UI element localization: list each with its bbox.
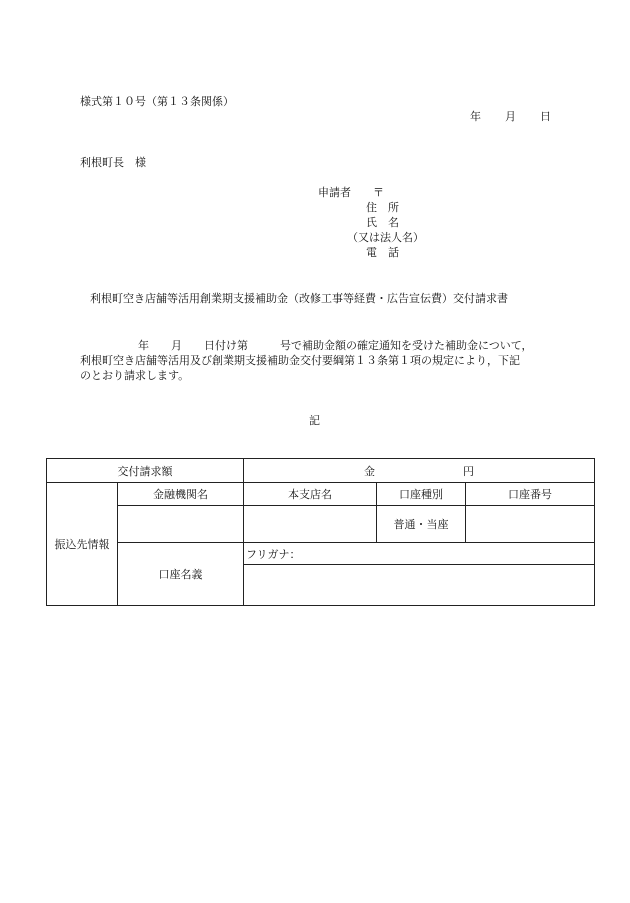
applicant-address-label: 住 所	[366, 201, 399, 214]
document-title: 利根町空き店舗等活用創業期支援補助金（改修工事等経費・広告宣伝費）交付請求書	[90, 292, 508, 305]
applicant-corp-label: （又は法人名）	[347, 231, 424, 244]
body-year: 年	[138, 339, 149, 352]
bank-name-field[interactable]	[118, 506, 244, 543]
date-day: 日	[540, 110, 551, 123]
amount-label: 交付請求額	[47, 459, 244, 483]
bank-name-header: 金融機関名	[118, 483, 244, 506]
applicant-name-label: 氏 名	[366, 216, 399, 229]
ki-heading: 記	[309, 414, 320, 427]
applicant-label	[318, 186, 384, 200]
addressee: 利根町長 様	[80, 156, 146, 169]
applicant-phone-label: 電 話	[366, 246, 399, 259]
branch-name-header: 本支店名	[244, 483, 377, 506]
transfer-info-label: 振込先情報	[47, 483, 118, 606]
account-holder-field[interactable]	[244, 565, 595, 606]
amount-row	[47, 459, 595, 483]
furigana-row	[47, 543, 595, 565]
body-line-1-rest: 号で補助金額の確定通知を受けた補助金について，	[280, 339, 533, 352]
body-line-1	[80, 338, 533, 353]
request-table	[46, 458, 595, 606]
amount-unit: 円	[463, 464, 474, 478]
account-number-field[interactable]	[466, 506, 595, 543]
body-date-suffix: 日付け第	[204, 339, 248, 352]
body-paragraph	[80, 338, 533, 383]
account-holder-label: 口座名義	[118, 543, 244, 606]
bank-value-row	[47, 506, 595, 543]
form-number: 様式第１０号（第１３条関係）	[80, 95, 234, 108]
body-line-2: 利根町空き店舗等活用及び創業期支援補助金交付要綱第１３条第１項の規定により，下記	[80, 354, 520, 367]
applicant-label-text: 申請者	[318, 186, 351, 199]
body-line-3: のとおり請求します。	[80, 369, 190, 382]
postal-mark: 〒	[373, 186, 384, 199]
furigana-field[interactable]: フリガナ：	[244, 543, 595, 565]
account-type-field[interactable]: 普通・当座	[377, 506, 466, 543]
account-type-header: 口座種別	[377, 483, 466, 506]
date-line	[470, 110, 551, 124]
account-number-header: 口座番号	[466, 483, 595, 506]
bank-header-row	[47, 483, 595, 506]
date-year: 年	[470, 110, 481, 123]
body-month: 月	[171, 339, 182, 352]
branch-name-field[interactable]	[244, 506, 377, 543]
date-month: 月	[505, 110, 516, 123]
amount-field[interactable]	[244, 459, 595, 483]
amount-prefix: 金	[364, 464, 375, 478]
